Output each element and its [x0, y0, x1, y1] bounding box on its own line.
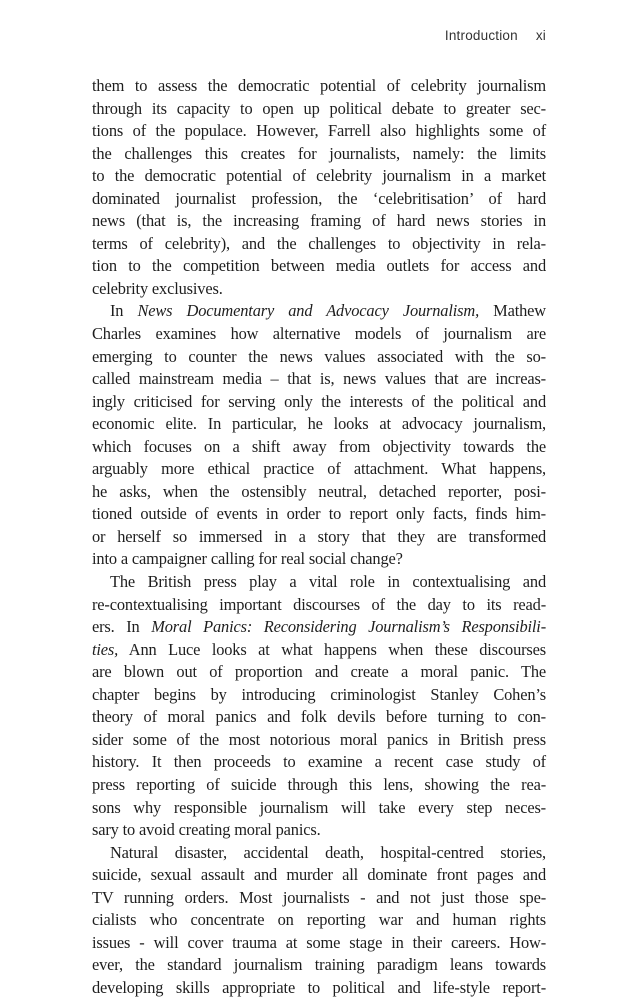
- text-line: to the democratic potential of celebrity journalism in a market: [92, 166, 546, 186]
- text-line: economic elite. In particular, he looks at advocacy journalism,: [92, 414, 546, 434]
- text-line: dominated journalist profession, the ‘celebritisation’ of hard: [92, 188, 546, 208]
- italic-title: Moral Panics: Reconsidering Journalism’s Responsibili-: [151, 617, 547, 637]
- text-line: history. It then proceeds to examine a recent case study of: [92, 752, 546, 772]
- text-line: press reporting of suicide through this lens, showing the rea-: [92, 774, 546, 794]
- text-line: sons why responsible journalism will take every step neces-: [92, 797, 546, 817]
- text-line: terms of celebrity), and the challenges to objectivity in rela-: [92, 233, 546, 253]
- text-line: ties, Ann Luce looks at what happens when these discourses: [92, 639, 546, 659]
- text-line: news (that is, the increasing framing of hard news stories in: [92, 211, 546, 231]
- text-line: The British press play a vital role in contextualising and: [110, 572, 546, 592]
- text-line: through its capacity to open up political debate to greater sec-: [92, 98, 546, 118]
- text-line: arguably more ethical practice of attachment. What happens,: [92, 459, 546, 479]
- text-line: ever, the standard journalism training paradigm leans towards: [92, 955, 546, 975]
- text-line: tion to the competition between media outlets for access and: [92, 256, 546, 276]
- text-line: sider some of the most notorious moral panics in British press: [92, 729, 546, 749]
- text-line: celebrity exclusives.: [92, 278, 223, 298]
- text-line: are blown out of proportion and create a moral panic. The: [92, 662, 546, 682]
- text-line: issues - will cover trauma at some stage in their careers. How-: [92, 932, 546, 952]
- text-line: tioned outside of events in order to report only facts, finds him-: [92, 504, 546, 524]
- text-line: tions of the populace. However, Farrell also highlights some of: [92, 121, 546, 141]
- text-line: ingly criticised for serving only the interests of the political and: [92, 391, 546, 411]
- text-line: into a campaigner calling for real social change?: [92, 549, 403, 569]
- text-line: developing skills appropriate to political and life-style report-: [92, 977, 546, 997]
- text-line: In News Documentary and Advocacy Journalism, Mathew: [110, 301, 546, 321]
- text-line: he asks, when the ostensibly neutral, detached reporter, posi-: [92, 481, 546, 501]
- text-line: the challenges this creates for journalists, namely: the limits: [92, 143, 546, 163]
- text-line: re-contextualising important discourses of the day to its read-: [92, 594, 546, 614]
- text-line: Charles examines how alternative models of journalism are: [92, 324, 546, 344]
- text-line: TV running orders. Most journalists - and not just those spe-: [92, 887, 546, 907]
- text-line: them to assess the democratic potential of celebrity journalism: [92, 76, 546, 95]
- italic-title: ties,: [92, 639, 119, 659]
- text-line: sary to avoid creating moral panics.: [92, 820, 321, 840]
- body-text: [92, 75, 546, 999]
- text-line: called mainstream media – that is, news values that are increas-: [92, 369, 546, 389]
- text-line: which focuses on a shift away from objectivity towards the: [92, 436, 546, 456]
- page-number: xi: [535, 28, 546, 43]
- text-line: chapter begins by introducing criminologist Stanley Cohen’s: [92, 684, 546, 704]
- text-line: cialists who concentrate on reporting war and human rights: [92, 910, 546, 930]
- running-head-section: Introduction: [444, 28, 518, 43]
- text-line: or herself so immersed in a story that they are transformed: [92, 526, 546, 546]
- text-line: Natural disaster, accidental death, hospital-centred stories,: [110, 842, 546, 862]
- italic-title: News Documentary and Advocacy Journalism,: [137, 301, 480, 321]
- text-line: ers. In Moral Panics: Reconsidering Journalism’s Responsibili-: [92, 617, 547, 637]
- text-line: theory of moral panics and folk devils before turning to con-: [92, 707, 546, 727]
- text-line: emerging to counter the news values associated with the so-: [92, 346, 546, 366]
- running-head: [445, 28, 546, 43]
- text-line: suicide, sexual assault and murder all dominate front pages and: [92, 865, 546, 885]
